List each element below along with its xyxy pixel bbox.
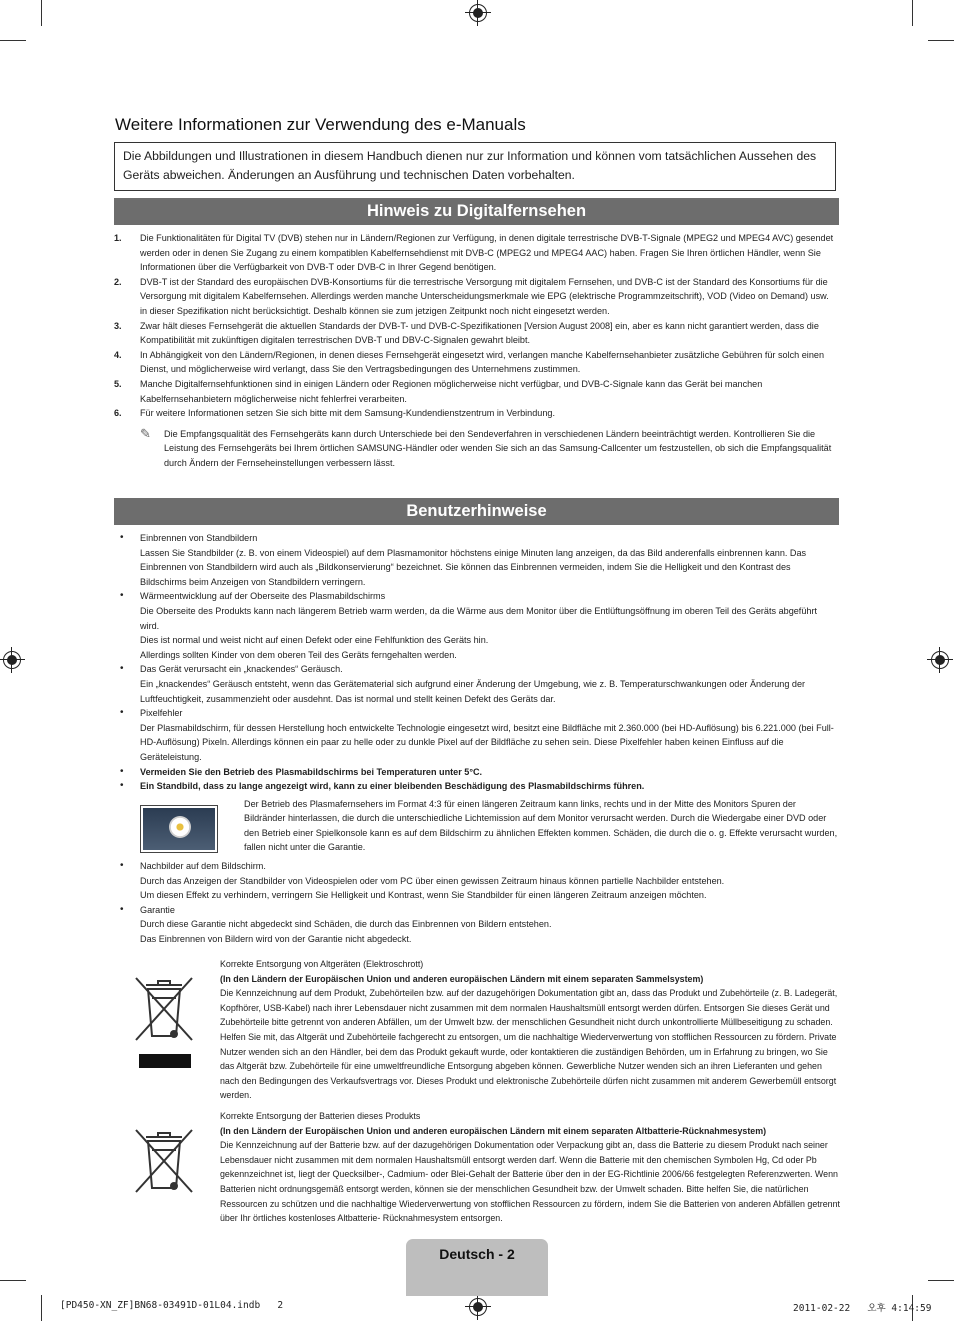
list-item xyxy=(114,319,838,348)
page-number-tab xyxy=(406,1239,548,1296)
battery-body: Die Kennzeichnung auf der Batterie bzw. auf der dazugehörigen Dokumentation oder Verpackung gibt an, dass die Batterie zu diesem Produkt nach seiner Lebensdauer nicht zusammen mit dem normalen Haushaltsmüll entsorgt werden darf. Wenn die Batterie mit den chemischen Symbolen Hg, Cd oder Pb gekennzeichnet ist, liegt der Quecksilber-, Cadmium- oder Blei-Gehalt der Batterie über den in der EG-Richtlinie 2006/66 festgelegten Referenzwerten. Wenn Batterien nicht ordnungsgemäß entsorgt werden, können sie der menschlichen Gesundheit bzw. der Umwelt schaden. Bitte helfen Sie, die natürlichen Ressourcen zu schützen und die nachhaltige Wiederverwertung von stofflichen Ressourcen zu fördern, indem Sie die Batterien von anderen Abfällen getrennt über Ihr örtliches kostenloses Altbatterie- Rücknahmesystem entsorgen. xyxy=(220,1140,840,1224)
note xyxy=(114,427,838,471)
bullet-icon: • xyxy=(120,532,124,543)
disclaimer-box: Die Abbildungen und Illustrationen in diesem Handbuch dienen nur zur Information und können vom tatsächlichen Aussehen des Geräts abweichen. Änderungen an Ausführung und technischen Daten vorbehalten. xyxy=(114,142,836,191)
list-item xyxy=(114,903,838,947)
item-heading: Wärmeentwicklung auf der Oberseite des Plasmabildschirms xyxy=(140,591,386,602)
item-number: 5. xyxy=(114,378,122,389)
item-text: DVB-T ist der Standard des europäischen DVB-Konsortiums für die terrestrische Versorgung mit digitalem Fernsehen, und DVB-C ist der Standard des Konsortiums für die Versorgung mit digitalem Kabelfernsehen. Allerdings werden manche Unterscheidungsmerkmale wie EPG (elektrische Programmzeitschrift), VOD (Video on Demand) usw. in dieser Spezifikation nicht berücksichtigt. Deshalb können sie zum jetzigen Zeitpunkt noch nicht eingesetzt werden. xyxy=(140,276,829,316)
page-number-label: Deutsch - 2 xyxy=(439,1246,515,1262)
note-pencil-icon: ✎ xyxy=(140,425,151,441)
item-number: 2. xyxy=(114,276,122,287)
battery-subtitle: (In den Ländern der Europäischen Union und anderen europäischen Ländern mit einem separaten Altbatterie-Rücknahmesystem) xyxy=(220,1125,767,1136)
weee-disposal-notice xyxy=(220,957,840,1103)
item-number: 1. xyxy=(114,233,122,243)
user-notes-list xyxy=(114,531,838,947)
list-item xyxy=(114,589,838,662)
print-imprint-timestamp: 2011-02-22 오후 4:14:59 xyxy=(793,1303,932,1314)
item-heading: Das Gerät verursacht ein „knackendes“ Geräusch. xyxy=(140,664,343,675)
bullet-icon: • xyxy=(120,765,124,777)
item-text: Allerdings sollten Kinder von dem oberen Teil des Geräts ferngehalten werden. xyxy=(140,649,457,660)
registration-mark-icon xyxy=(931,651,949,669)
item-heading: Einbrennen von Standbildern xyxy=(140,533,258,543)
weee-body: Die Kennzeichnung auf dem Produkt, Zubehörteilen bzw. auf der dazugehörigen Dokumentation gibt an, dass das Produkt und Zubehörteile (z. B. Ladegerät, Kopfhörer, USB-Kabel) nach ihrer Lebensdauer nicht zusammen mit dem normalen Haushaltsmüll entsorgt werden dürfen. Entsorgen Sie dieses Gerät und Zubehörteile bitte getrennt von anderen Abfällen, um der Umwelt bzw. der menschlichen Gesundheit nicht durch unkontrollierte Müllbeseitigung zu schaden. Helfen Sie mit, das Altgerät und Zubehörteile fachgerecht zu entsorgen, um die nachhaltige Wiederverwertung von stofflichen Ressourcen zu fördern. Private Nutzer wenden sich an den Händler, bei dem das Produkt gekauft wurde, oder kontaktieren die zuständigen Behörden, um in Erfahrung zu bringen, wo Sie das Altgerät bzw. Zubehörteile für eine umweltfreundliche Entsorgung abgeben können. Gewerbliche Nutzer wenden sich an ihren Lieferanten und gehen nach den Bedingungen des Verkaufsvertrags vor. Dieses Produkt und elektronische Zubehörteile dürfen nicht zusammen mit anderem Gewerbemüll entsorgt werden. xyxy=(220,988,838,1101)
item-heading: Nachbilder auf dem Bildschirm. xyxy=(140,861,266,872)
bullet-icon: • xyxy=(120,663,124,675)
page-title: Weitere Informationen zur Verwendung des e-Manuals xyxy=(115,115,526,134)
list-item xyxy=(114,531,838,589)
bullet-icon: • xyxy=(120,707,124,719)
list-item xyxy=(114,706,838,764)
crop-mark xyxy=(912,0,913,26)
item-text: Die Oberseite des Produkts kann nach längerem Betrieb warm werden, da die Wärme aus dem Monitor über die Entlüftungsöffnung im oberen Teil des Geräts abgeführt wird. xyxy=(140,605,818,631)
item-text: Lassen Sie Standbilder (z. B. von einem Videospiel) auf dem Plasmamonitor höchstens einige Minuten lang anzeigen, da das Bild anderenfalls einbrennen kann. Das Einbrennen von Standbildern wird auch als „Bildkonservierung“ bezeichnet. Sie können das Einbrennen vermeiden, indem Sie die Helligkeit und den Kontrast des Bildschirms beim Anzeigen von Standbildern verringern. xyxy=(140,547,807,587)
item-number: 6. xyxy=(114,408,122,419)
item-text: Der Plasmabildschirm, für dessen Herstellung hoch entwickelte Technologie eingesetzt wird, besitzt eine Bildfläche mit 2.360.000 (bei HD-Auflösung) bis 6.221.000 (bei Full-HD-Auflösung) Pixeln. Allerdings können ein paar zu helle oder zu dunkle Pixel auf der Bildfläche zu sehen sein. Diese Pixelfehler haben keinen Einfluss auf die Geräteleistung. xyxy=(140,722,834,762)
bullet-icon: • xyxy=(120,780,124,792)
registration-mark-icon xyxy=(469,4,487,22)
item-number: 4. xyxy=(114,349,122,360)
item-heading: Garantie xyxy=(140,904,175,915)
battery-disposal-notice xyxy=(220,1109,840,1226)
crossed-out-wheelie-bin-icon xyxy=(134,974,196,1070)
plasma-warning-text: Der Betrieb des Plasmafernsehers im Format 4:3 für einen längeren Zeitraum kann links, rechts und in der Mitte des Monitors Spuren der Bildränder hinterlassen, die durch die unterschiedliche Lichtemission auf dem Monitor verursacht werden. Durch die Wiedergabe einer DVD oder den Betrieb einer Spielkonsole kann es auf dem Bildschirm zu ähnlichen Effekten kommen. xyxy=(244,798,827,838)
registration-mark-icon xyxy=(469,1298,487,1316)
crop-mark xyxy=(0,1280,26,1281)
crossed-out-wheelie-bin-icon xyxy=(134,1126,196,1198)
crop-mark xyxy=(928,40,954,41)
crop-mark xyxy=(41,0,42,26)
list-item xyxy=(114,377,838,406)
plasma-screen-image xyxy=(140,805,218,853)
item-text: Um diesen Effekt zu verhindern, verringern Sie Helligkeit und Kontrast, wenn Sie Standbilder für einen längeren Zeitraum anzeigen möchten. xyxy=(140,890,707,901)
registration-mark-icon xyxy=(3,651,21,669)
list-item xyxy=(114,348,838,377)
section-heading-digital-tv: Hinweis zu Digitalfernsehen xyxy=(114,198,839,225)
item-text: Durch das Anzeigen der Standbilder von Videospielen oder vom PC über einen gewissen Zeitraum hinaus können partielle Nachbilder entstehen. xyxy=(140,875,725,886)
item-text: Die Funktionalitäten für Digital TV (DVB) stehen nur in Ländern/Regionen zur Verfügung, in denen digitale terrestrische DVB-T-Signale (MPEG2 und MPEG4 AVC) gesendet werden oder in denen Sie Zugang zu einem kompatiblen Kabelfernsehdienst mit DVB-C (MPEG2 und MPEG4 AAC) haben. Fragen Sie Ihren örtlichen Händler, wenn Sie Informationen über die Verfügbarkeit von DVB-T oder DVB-C in Ihrer Gegend benötigen. xyxy=(140,233,834,273)
item-text: Manche Digitalfernsehfunktionen sind in einigen Ländern oder Regionen möglicherweise nicht verfügbar, und DVB-C-Signale kann das Gerät bei manchen Kabelfernsehanbietern möglicherweise nicht fehlerfrei verarbeiten. xyxy=(140,378,763,404)
list-item xyxy=(114,275,838,319)
item-text: Ein „knackendes“ Geräusch entsteht, wenn das Gerätematerial sich aufgrund einer Änderung der Umgebung, wie z. B. Temperaturschwankungen oder Änderung der Luftfeuchtigkeit, zusammenzieht oder ausdehnt. Das ist normal und stellt keinen Defekt des Geräts dar. xyxy=(140,678,806,704)
crop-mark xyxy=(0,40,26,41)
note-text: Die Empfangsqualität des Fernsehgeräts kann durch Unterschiede bei den Sendeverfahren in verschiedenen Ländern beeinträchtigt werden. Kontrollieren Sie die Leistung des Fernsehgeräts bei Ihrem örtlichen SAMSUNG-Händler oder wenden Sie sich an das Samsung-Callcenter um festzustellen, ob sich die Empfangsqualität durch Ändern der Fernseheinstellungen verbessern lässt. xyxy=(164,428,832,468)
item-heading: Ein Standbild, dass zu lange angezeigt wird, kann zu einer bleibenden Beschädigung des Plasmabildschirms führen. xyxy=(140,781,645,792)
list-item xyxy=(114,406,838,421)
item-number: 3. xyxy=(114,320,122,331)
dvb-numbered-list xyxy=(114,231,838,471)
item-text: In Abhängigkeit von den Ländern/Regionen, in denen dieses Fernsehgerät eingesetzt wird, verlangen manche Kabelfernsehanbieter zusätzliche Gebühren für solch einen Dienst, und möglicherweise wird verlangt, dass Sie den Vertragsbedingungen des Unternehmens zustimmen. xyxy=(140,349,824,375)
section-heading-user-notes: Benutzerhinweise xyxy=(114,498,839,525)
item-text: Zwar hält dieses Fernsehgerät die aktuellen Standards der DVB-T- und DVB-C-Spezifikationen [Version August 2008] ein, aber es kann nicht garantiert werden, dass die Kompatibilität mit zukünftigen digitalen terrestrischen DVB-T und DBV-C-Signalen gewahrt bleibt. xyxy=(140,320,819,346)
crop-mark xyxy=(41,1295,42,1321)
weee-subtitle: (In den Ländern der Europäischen Union und anderen europäischen Ländern mit einem separaten Sammelsystem) xyxy=(220,973,704,984)
list-item xyxy=(114,765,838,780)
list-item xyxy=(114,779,838,794)
battery-title: Korrekte Entsorgung der Batterien dieses Produkts xyxy=(220,1111,421,1121)
item-heading: Pixelfehler xyxy=(140,708,183,719)
plasma-warning-block xyxy=(140,797,838,855)
plasma-warning-text: Schäden, die durch die o. g. Effekte verursacht wurden, fallen nicht unter die Garantie. xyxy=(244,827,838,853)
item-heading: Vermeiden Sie den Betrieb des Plasmabildschirms bei Temperaturen unter 5°C. xyxy=(140,766,483,777)
item-text: Das Einbrennen von Bildern wird von der Garantie nicht abgedeckt. xyxy=(140,934,412,945)
crop-mark xyxy=(928,1280,954,1281)
list-item xyxy=(114,231,838,275)
flower-image-icon xyxy=(169,816,191,838)
list-item xyxy=(114,662,838,706)
bullet-icon: • xyxy=(120,590,124,602)
bullet-icon: • xyxy=(120,903,124,915)
print-imprint-file: [PD450-XN_ZF]BN68-03491D-01L04.indb 2 xyxy=(60,1300,284,1311)
weee-title: Korrekte Entsorgung von Altgeräten (Elektroschrott) xyxy=(220,959,424,969)
item-text: Dies ist normal und weist nicht auf einen Defekt oder eine Fehlfunktion des Geräts hin. xyxy=(140,635,489,646)
item-text: Durch diese Garantie nicht abgedeckt sind Schäden, die durch das Einbrennen von Bildern entstehen. xyxy=(140,919,552,930)
list-item xyxy=(114,859,838,903)
item-text: Für weitere Informationen setzen Sie sich bitte mit dem Samsung-Kundendienstzentrum in Verbindung. xyxy=(140,408,555,419)
bullet-icon: • xyxy=(120,860,124,872)
